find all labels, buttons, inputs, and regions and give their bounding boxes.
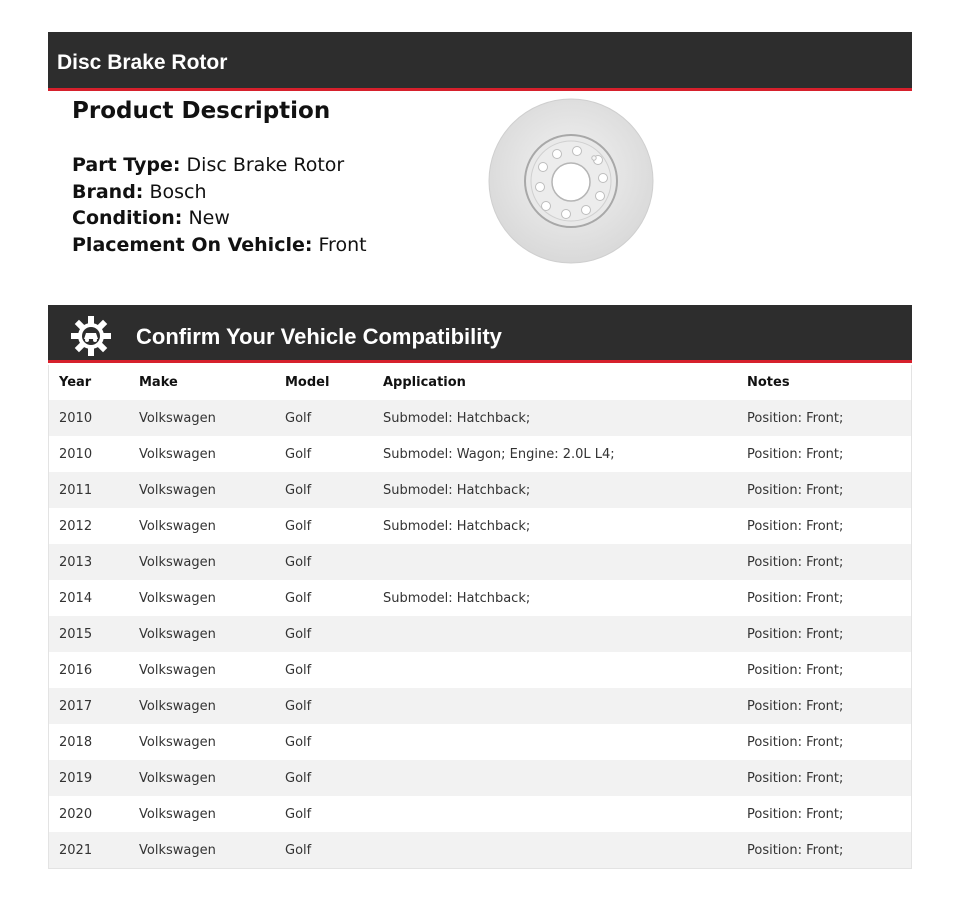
- table-row: [49, 832, 911, 868]
- table-row: [49, 796, 911, 832]
- cell-application: [373, 832, 737, 868]
- cell-notes: Position: Front;: [747, 482, 844, 498]
- cell-make: Volkswagen: [139, 626, 216, 642]
- cell-application: Submodel: Hatchback;: [383, 410, 531, 426]
- spec-label: Brand:: [72, 180, 144, 203]
- product-description: [72, 96, 452, 258]
- cell-model: Golf: [285, 626, 312, 642]
- cell-year: 2014: [59, 590, 93, 606]
- cell-year: 2017: [59, 698, 93, 714]
- table-row: [49, 400, 911, 436]
- cell-model: Golf: [285, 770, 312, 786]
- table-row: [49, 652, 911, 688]
- table-row: [49, 688, 911, 724]
- spec-value: Disc Brake Rotor: [186, 154, 345, 176]
- cell-notes: Position: Front;: [747, 590, 844, 606]
- cell-application: [373, 796, 737, 832]
- column-header-notes: Notes: [747, 375, 790, 390]
- cell-year: 2016: [59, 662, 93, 678]
- table-row: [49, 544, 911, 580]
- cell-model: Golf: [285, 842, 312, 858]
- cell-model: Golf: [285, 410, 312, 426]
- table-row: [49, 724, 911, 760]
- cell-year: 2015: [59, 626, 93, 642]
- cell-notes: Position: Front;: [747, 554, 844, 570]
- cell-application: [373, 724, 737, 760]
- cell-model: Golf: [285, 698, 312, 714]
- cell-notes: Position: Front;: [747, 806, 844, 822]
- cell-year: 2013: [59, 554, 93, 570]
- brake-rotor-image: [488, 98, 654, 264]
- cell-make: Volkswagen: [139, 734, 216, 750]
- table-row: [49, 472, 911, 508]
- cell-make: Volkswagen: [139, 482, 216, 498]
- cell-notes: Position: Front;: [747, 770, 844, 786]
- spec-placement: [72, 232, 452, 259]
- gear-car-icon: [70, 315, 112, 357]
- cell-notes: Position: Front;: [747, 842, 844, 858]
- spec-label: Placement On Vehicle:: [72, 233, 313, 256]
- table-row: [49, 580, 911, 616]
- cell-application: Submodel: Wagon; Engine: 2.0L L4;: [383, 446, 615, 462]
- cell-make: Volkswagen: [139, 698, 216, 714]
- cell-application: [373, 652, 737, 688]
- compatibility-table: [48, 365, 912, 869]
- cell-year: 2011: [59, 482, 93, 498]
- cell-year: 2018: [59, 734, 93, 750]
- cell-make: Volkswagen: [139, 410, 216, 426]
- cell-year: 2020: [59, 806, 93, 822]
- cell-make: Volkswagen: [139, 770, 216, 786]
- cell-make: Volkswagen: [139, 590, 216, 606]
- column-header-make: Make: [139, 375, 178, 390]
- cell-make: Volkswagen: [139, 446, 216, 462]
- cell-application: [373, 688, 737, 724]
- table-row: [49, 616, 911, 652]
- cell-model: Golf: [285, 518, 312, 534]
- cell-notes: Position: Front;: [747, 518, 844, 534]
- column-header-year: Year: [59, 375, 92, 390]
- cell-make: Volkswagen: [139, 518, 216, 534]
- column-header-application: Application: [383, 375, 466, 390]
- cell-model: Golf: [285, 554, 312, 570]
- table-row: [49, 436, 911, 472]
- cell-notes: Position: Front;: [747, 446, 844, 462]
- cell-notes: Position: Front;: [747, 734, 844, 750]
- cell-model: Golf: [285, 446, 312, 462]
- cell-application: Submodel: Hatchback;: [383, 518, 531, 534]
- spec-brand: [72, 179, 452, 206]
- product-title: Disc Brake Rotor: [57, 51, 228, 74]
- cell-model: Golf: [285, 734, 312, 750]
- table-row: [49, 508, 911, 544]
- cell-model: Golf: [285, 482, 312, 498]
- cell-notes: Position: Front;: [747, 698, 844, 714]
- cell-model: Golf: [285, 806, 312, 822]
- cell-make: Volkswagen: [139, 806, 216, 822]
- spec-label: Condition:: [72, 207, 183, 229]
- cell-application: Submodel: Hatchback;: [383, 482, 531, 498]
- cell-year: 2010: [59, 410, 93, 426]
- cell-notes: Position: Front;: [747, 662, 844, 678]
- spec-value: Front: [318, 233, 367, 256]
- cell-model: Golf: [285, 590, 312, 606]
- cell-application: [373, 616, 737, 652]
- cell-year: 2019: [59, 770, 93, 786]
- spec-part-type: [72, 152, 452, 179]
- cell-model: Golf: [285, 662, 312, 678]
- compatibility-title: Confirm Your Vehicle Compatibility: [136, 324, 502, 349]
- cell-application: [373, 544, 737, 580]
- cell-notes: Position: Front;: [747, 410, 844, 426]
- cell-make: Volkswagen: [139, 842, 216, 858]
- table-header-row: [49, 365, 911, 400]
- spec-condition: [72, 205, 452, 232]
- table-row: [49, 760, 911, 796]
- cell-make: Volkswagen: [139, 554, 216, 570]
- cell-year: 2012: [59, 518, 93, 534]
- cell-application: Submodel: Hatchback;: [383, 590, 531, 606]
- cell-notes: Position: Front;: [747, 626, 844, 642]
- spec-value: New: [188, 207, 230, 229]
- description-heading: Product Description: [72, 98, 331, 124]
- column-header-model: Model: [285, 375, 330, 390]
- spec-value: Bosch: [149, 180, 207, 203]
- cell-year: 2010: [59, 446, 93, 462]
- product-title-bar: [48, 32, 912, 91]
- cell-application: [373, 760, 737, 796]
- spec-label: Part Type:: [72, 154, 181, 176]
- cell-year: 2021: [59, 842, 93, 858]
- compatibility-bar: [48, 305, 912, 363]
- cell-make: Volkswagen: [139, 662, 216, 678]
